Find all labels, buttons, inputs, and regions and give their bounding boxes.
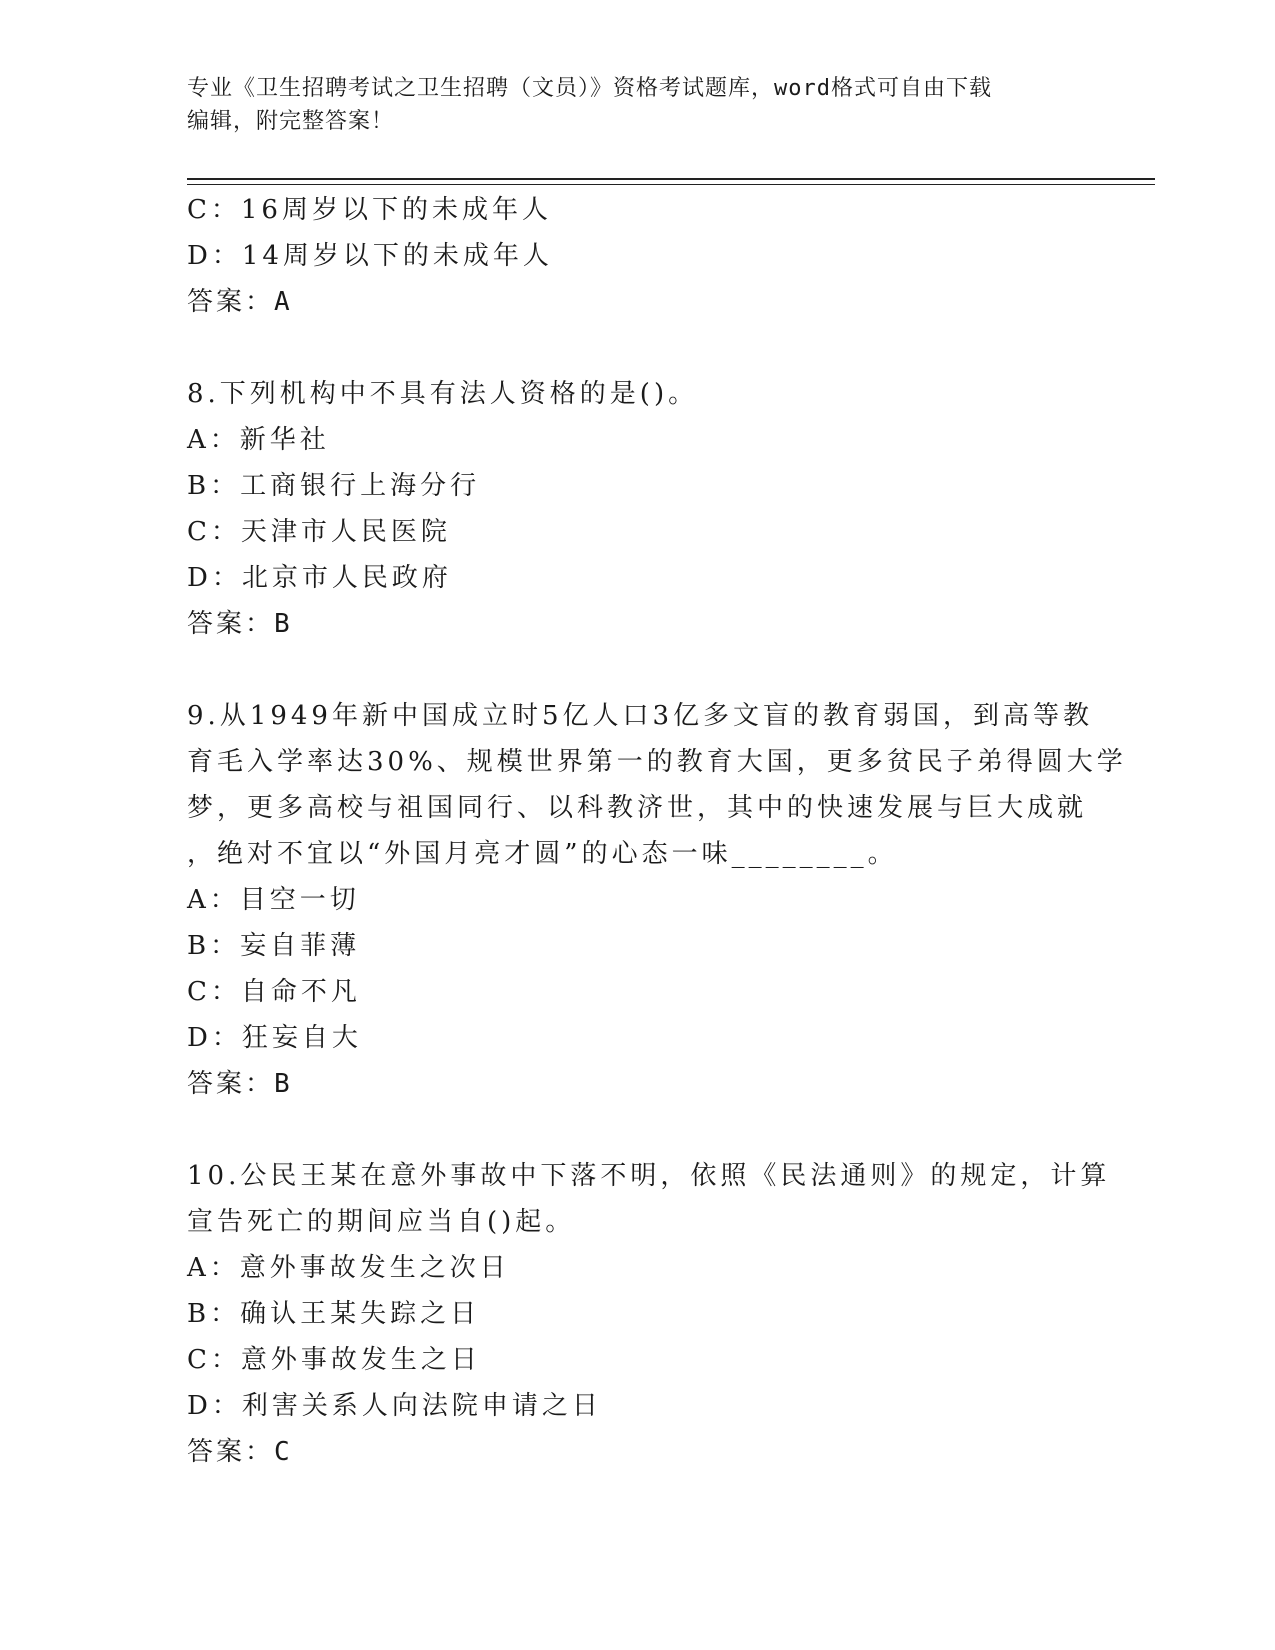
option-c: C：自命不凡 [187, 977, 361, 1007]
option-a: A：目空一切 [187, 885, 360, 915]
question-stem-line-1: 10.公民王某在意外事故中下落不明，依照《民法通则》的规定，计算 [187, 1161, 1111, 1191]
option-d: D：狂妄自大 [187, 1023, 362, 1053]
option-d: D：利害关系人向法院申请之日 [187, 1391, 602, 1421]
answer-label: 答案： [187, 1069, 275, 1099]
question-stem-line-2: 育毛入学率达30%、规模世界第一的教育大国，更多贫民子弟得圆大学 [187, 747, 1127, 777]
question-stem: 8.下列机构中不具有法人资格的是()。 [187, 379, 699, 409]
option-d: D：北京市人民政府 [187, 563, 452, 593]
option-c: C：天津市人民医院 [187, 517, 451, 547]
option-a: A：新华社 [187, 425, 330, 455]
answer-value: C [274, 1437, 293, 1467]
question-block-9 [187, 693, 1127, 1107]
option-d: D：14周岁以下的未成年人 [187, 241, 553, 271]
option-b: B：工商银行上海分行 [187, 471, 481, 501]
option-c: C：意外事故发生之日 [187, 1345, 481, 1375]
answer-line [187, 601, 1087, 647]
answer-label: 答案： [187, 287, 275, 317]
header-divider-thin [187, 184, 1155, 185]
question-block-10 [187, 1153, 1111, 1475]
document-header [187, 72, 1087, 138]
header-line-2: 编辑，附完整答案！ [187, 109, 395, 134]
option-a: A：意外事故发生之次日 [187, 1253, 510, 1283]
answer-value: A [274, 287, 293, 317]
question-block-8 [187, 371, 1087, 647]
answer-line [187, 1429, 1087, 1475]
question-stem-line-1: 9.从1949年新中国成立时5亿人口3亿多文盲的教育弱国，到高等教 [187, 701, 1094, 731]
option-b: B：确认王某失踪之日 [187, 1299, 481, 1329]
option-c: C：16周岁以下的未成年人 [187, 195, 552, 225]
answer-value: B [274, 609, 293, 639]
question-block-7 [187, 187, 1087, 325]
question-list [187, 187, 1127, 1475]
answer-line [187, 1061, 1087, 1107]
header-line-1: 专业《卫生招聘考试之卫生招聘（文员）》资格考试题库，word格式可自由下载 [187, 76, 992, 101]
question-stem-line-3: 梦，更多高校与祖国同行、以科教济世，其中的快速发展与巨大成就 [187, 793, 1088, 823]
question-stem-line-4: ，绝对不宜以“外国月亮才圆”的心态一味________。 [187, 839, 898, 869]
question-stem-line-2: 宣告死亡的期间应当自()起。 [187, 1207, 576, 1237]
option-b: B：妄自菲薄 [187, 931, 361, 961]
answer-label: 答案： [187, 609, 275, 639]
answer-value: B [274, 1069, 293, 1099]
answer-label: 答案： [187, 1437, 275, 1467]
answer-line [187, 279, 1087, 325]
header-divider-thick [187, 178, 1155, 180]
